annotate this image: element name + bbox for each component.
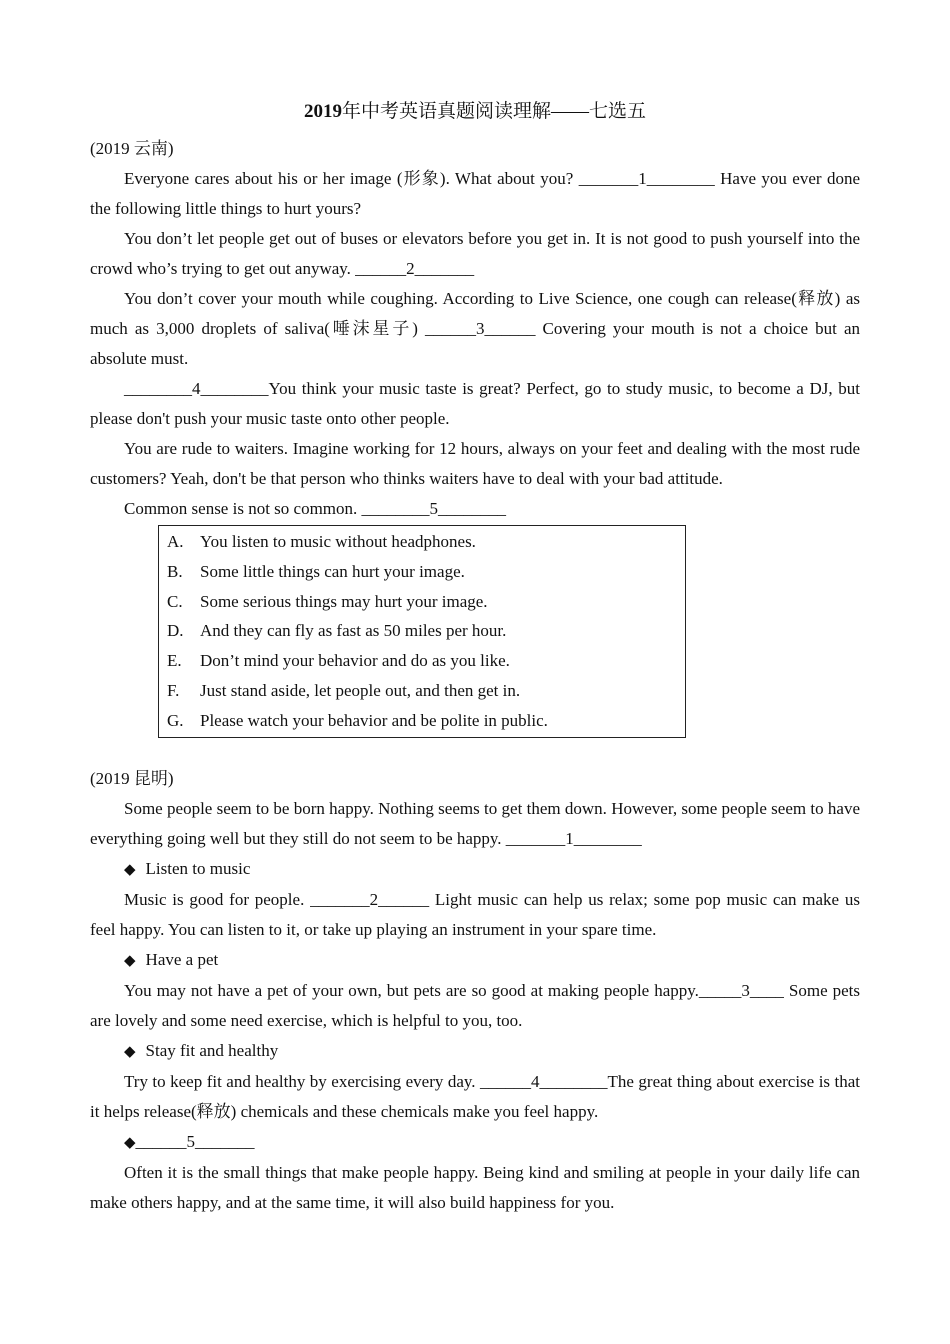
paragraph: Everyone cares about his or her image (形象). What about you? _______1________ Have you ever done the following little things to hurt yours?	[90, 169, 860, 218]
paragraph: You are rude to waiters. Imagine working for 12 hours, always on your feet and dealing with the most rude customers? Yeah, don't be that person who thinks waiters have to deal with your bad attitude.	[90, 439, 860, 488]
diamond-bullet-icon: ◆	[124, 952, 136, 969]
paragraph: Some people seem to be born happy. Nothing seems to get them down. However, some people seem to have everything going well but they still do not seem to be happy. _______1________	[90, 798, 860, 848]
option-text: Don’t mind your behavior and do as you like.	[200, 651, 510, 671]
page-title	[90, 96, 860, 128]
option-item	[167, 646, 685, 676]
paragraph: Try to keep fit and healthy by exercising every day. ______4________The great thing about exercise is that it helps release(释放) chemicals and these chemicals make you feel happy.	[90, 1071, 860, 1121]
option-letter: C.	[167, 591, 183, 611]
option-text: You listen to music without headphones.	[200, 532, 476, 551]
bullet-heading	[90, 945, 860, 976]
option-item	[167, 706, 685, 736]
diamond-bullet-icon: ◆	[124, 861, 136, 878]
section-heading-yunnan: (2019 云南)	[90, 139, 174, 158]
paragraph: You don’t let people get out of buses or elevators before you get in. It is not good to push yourself into the crowd who’s trying to get out anyway. ______2_______	[90, 229, 860, 278]
option-item	[167, 616, 685, 646]
bullet-heading-text: Have a pet	[145, 949, 219, 969]
option-item	[167, 557, 685, 587]
option-letter: A.	[167, 532, 184, 551]
option-letter: D.	[167, 621, 184, 641]
section-spacer	[90, 738, 860, 764]
option-text: Please watch your behavior and be polite in public.	[200, 710, 548, 730]
title-year: 2019	[303, 101, 342, 122]
diamond-bullet-icon: ◆	[124, 1043, 136, 1060]
section-heading-kunming: (2019 昆明)	[90, 768, 174, 788]
option-letter: E.	[167, 651, 182, 671]
option-letter: F.	[167, 680, 180, 700]
paragraph: Common sense is not so common. ________5________	[124, 499, 507, 518]
paragraph: You may not have a pet of your own, but pets are so good at making people happy._____3____ Some pets are lovely and some need exercise, which is helpful to you, too.	[90, 980, 860, 1030]
bullet-heading	[90, 854, 860, 885]
option-letter: B.	[167, 561, 183, 581]
paragraph: You don’t cover your mouth while coughing. According to Live Science, one cough can release(释放) as much as 3,000 droplets of saliva(唾沫星子) ______3______ Covering your mouth is not a choice but an absolute must.	[90, 289, 860, 368]
bullet-heading	[90, 1127, 860, 1158]
bullet-heading	[90, 1036, 860, 1067]
option-text: Some little things can hurt your image.	[200, 561, 465, 581]
option-letter: G.	[167, 710, 184, 730]
options-box	[158, 525, 686, 738]
paragraph: Music is good for people. _______2______ Light music can help us relax; some pop music can make us feel happy. You can listen to it, or take up playing an instrument in your spare time.	[90, 889, 860, 939]
bullet-heading-text: ______5_______	[135, 1131, 255, 1151]
diamond-bullet-icon: ◆	[124, 1134, 136, 1151]
option-item	[167, 527, 685, 557]
option-text: Just stand aside, let people out, and then get in.	[200, 680, 521, 700]
bullet-heading-text: Stay fit and healthy	[145, 1040, 279, 1060]
paragraph: Often it is the small things that make people happy. Being kind and smiling at people in your daily life can make others happy, and at the same time, it will also build happiness for you.	[90, 1162, 860, 1212]
option-item	[167, 676, 685, 706]
paragraph: ________4________You think your music taste is great? Perfect, go to study music, to become a DJ, but please don't push your music taste onto other people.	[90, 379, 860, 428]
option-text: Some serious things may hurt your image.	[200, 591, 488, 611]
title-text: 年中考英语真题阅读理解——七选五	[341, 101, 646, 122]
option-text: And they can fly as fast as 50 miles per hour.	[200, 621, 507, 641]
bullet-heading-text: Listen to music	[145, 858, 251, 878]
option-item	[167, 587, 685, 617]
document-page	[90, 96, 860, 1218]
